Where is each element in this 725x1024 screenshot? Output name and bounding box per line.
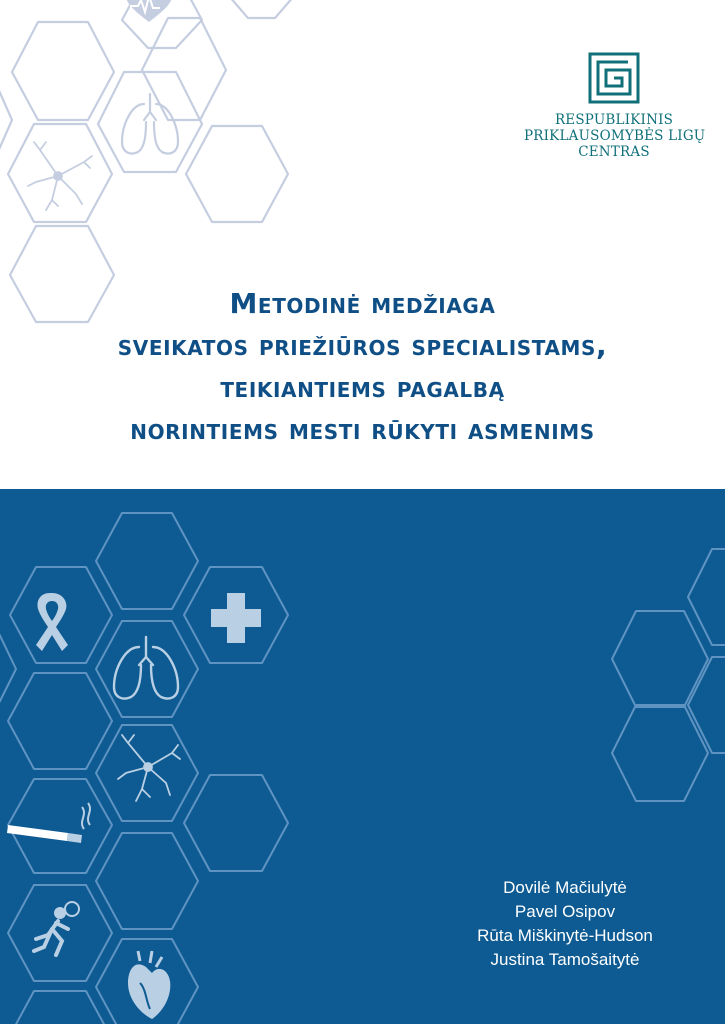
hexagon [186, 126, 288, 222]
title-line: sveikatos priežiūros specialistams, [117, 329, 608, 362]
hexagon [96, 513, 198, 609]
hexagon [222, 0, 301, 18]
ribbon-icon [36, 593, 68, 651]
lungs-icon [114, 637, 178, 699]
neuron-icon [28, 142, 92, 210]
title-line: Metodinė medžiaga [229, 287, 496, 320]
author-name: Pavel Osipov [514, 902, 616, 921]
medical-cross-icon [211, 593, 261, 643]
hexagon [96, 621, 198, 717]
hexagon [688, 657, 725, 753]
hexagon [8, 673, 112, 769]
lungs-icon [122, 94, 178, 154]
neuron-icon [118, 735, 180, 801]
organization-name-line: RESPUBLIKINIS [554, 112, 674, 128]
author-name: Dovilė Mačiulytė [503, 878, 627, 897]
maze-logo-icon [588, 52, 640, 104]
heart-icon [128, 951, 170, 1019]
hexagon [8, 885, 112, 981]
cover-top-section [0, 0, 725, 489]
title-line: norintiems mesti rūkyti asmenims [130, 413, 595, 446]
hexagon [184, 775, 288, 871]
hexagon [8, 779, 112, 873]
heart-monitor-icon [126, 0, 172, 22]
author-name: Rūta Miškinytė-Hudson [477, 926, 653, 945]
document-title [0, 283, 725, 451]
hexagon [12, 22, 114, 120]
hexagon [8, 991, 112, 1024]
running-person-icon [34, 902, 79, 955]
cigarette-icon [7, 803, 90, 843]
hexagon [612, 705, 708, 801]
hexagon [0, 619, 16, 717]
authors-list [420, 876, 710, 972]
organization-name-line: PRIKLAUSOMYBĖS LIGŲ [524, 128, 706, 144]
organization-name-line: CENTRAS [578, 144, 650, 160]
cover-bottom-section [0, 489, 725, 1024]
hexagon [96, 833, 198, 929]
hexagon [142, 18, 226, 120]
author-name: Justina Tamošaitytė [490, 950, 640, 969]
organization-name [524, 112, 704, 160]
title-line: teikiantiems pagalbą [220, 371, 505, 404]
hexagon [0, 70, 12, 170]
organization-logo [524, 52, 704, 160]
